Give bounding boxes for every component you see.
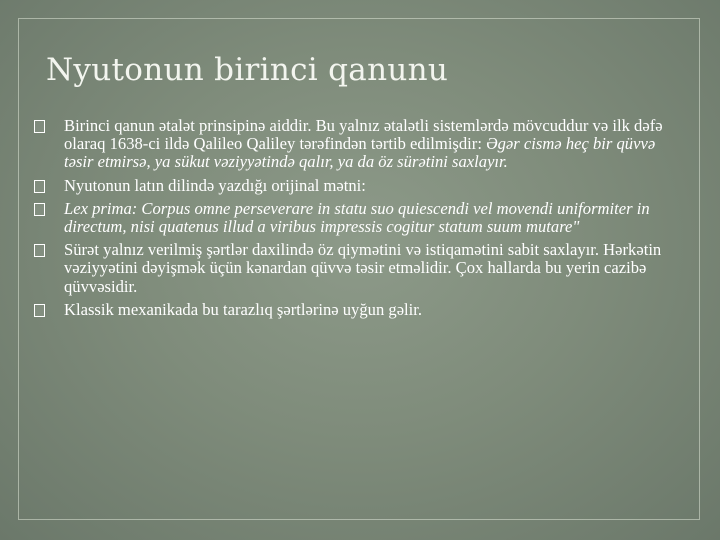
bullet-box-icon (34, 244, 45, 257)
bullet-box-icon (34, 203, 45, 216)
bullet-box-icon (34, 304, 45, 317)
bullet-item-3 (34, 200, 674, 236)
bullet-text: Sürət yalnız verilmiş şərtlər daxilində öz qiymətini və istiqamətini sabit saxlayır. Hərkətin vəziyyətini dəyişmək üçün kənardan qüvvə təsir etməlidir. Çox hallarda bu yerin cazibə qüvvəsidir. (64, 240, 662, 296)
bullet-box-icon (34, 120, 45, 133)
bullet-item-1 (34, 117, 674, 172)
bullet-list (34, 117, 674, 324)
bullet-text: Nyutonun latın dilində yazdığı orijinal mətni: (64, 175, 366, 195)
bullet-text-italic: Lex prima: Corpus omne perseverare in statu suo quiescendi vel movendi uniformiter in directum, nisi quatenus illud a viribus impressis cogitur statum suum mutare" (64, 198, 650, 237)
bullet-item-5 (34, 301, 674, 319)
slide-title: Nyutonun birinci qanunu (46, 52, 449, 88)
bullet-text: Birinci qanun ətalət prinsipinə aiddir. Bu yalnız ətalətli sistemlərdə mövcuddur və ilk dəfə olaraq 1638-ci ildə Qalileo Qaliley tərəfindən tərtib edilmişdir: (64, 116, 663, 154)
bullet-text: Klassik mexanikada bu tarazlıq şərtlərinə uyğun gəlir. (64, 299, 423, 319)
bullet-box-icon (34, 180, 45, 193)
bullet-text-italic: Əgər cismə heç bir qüvvə təsir etmirsə, ya sükut vəziyyətində qalır, ya da öz sürətini saxlayır. (64, 134, 656, 172)
bullet-item-4 (34, 241, 674, 296)
bullet-item-2 (34, 177, 674, 195)
